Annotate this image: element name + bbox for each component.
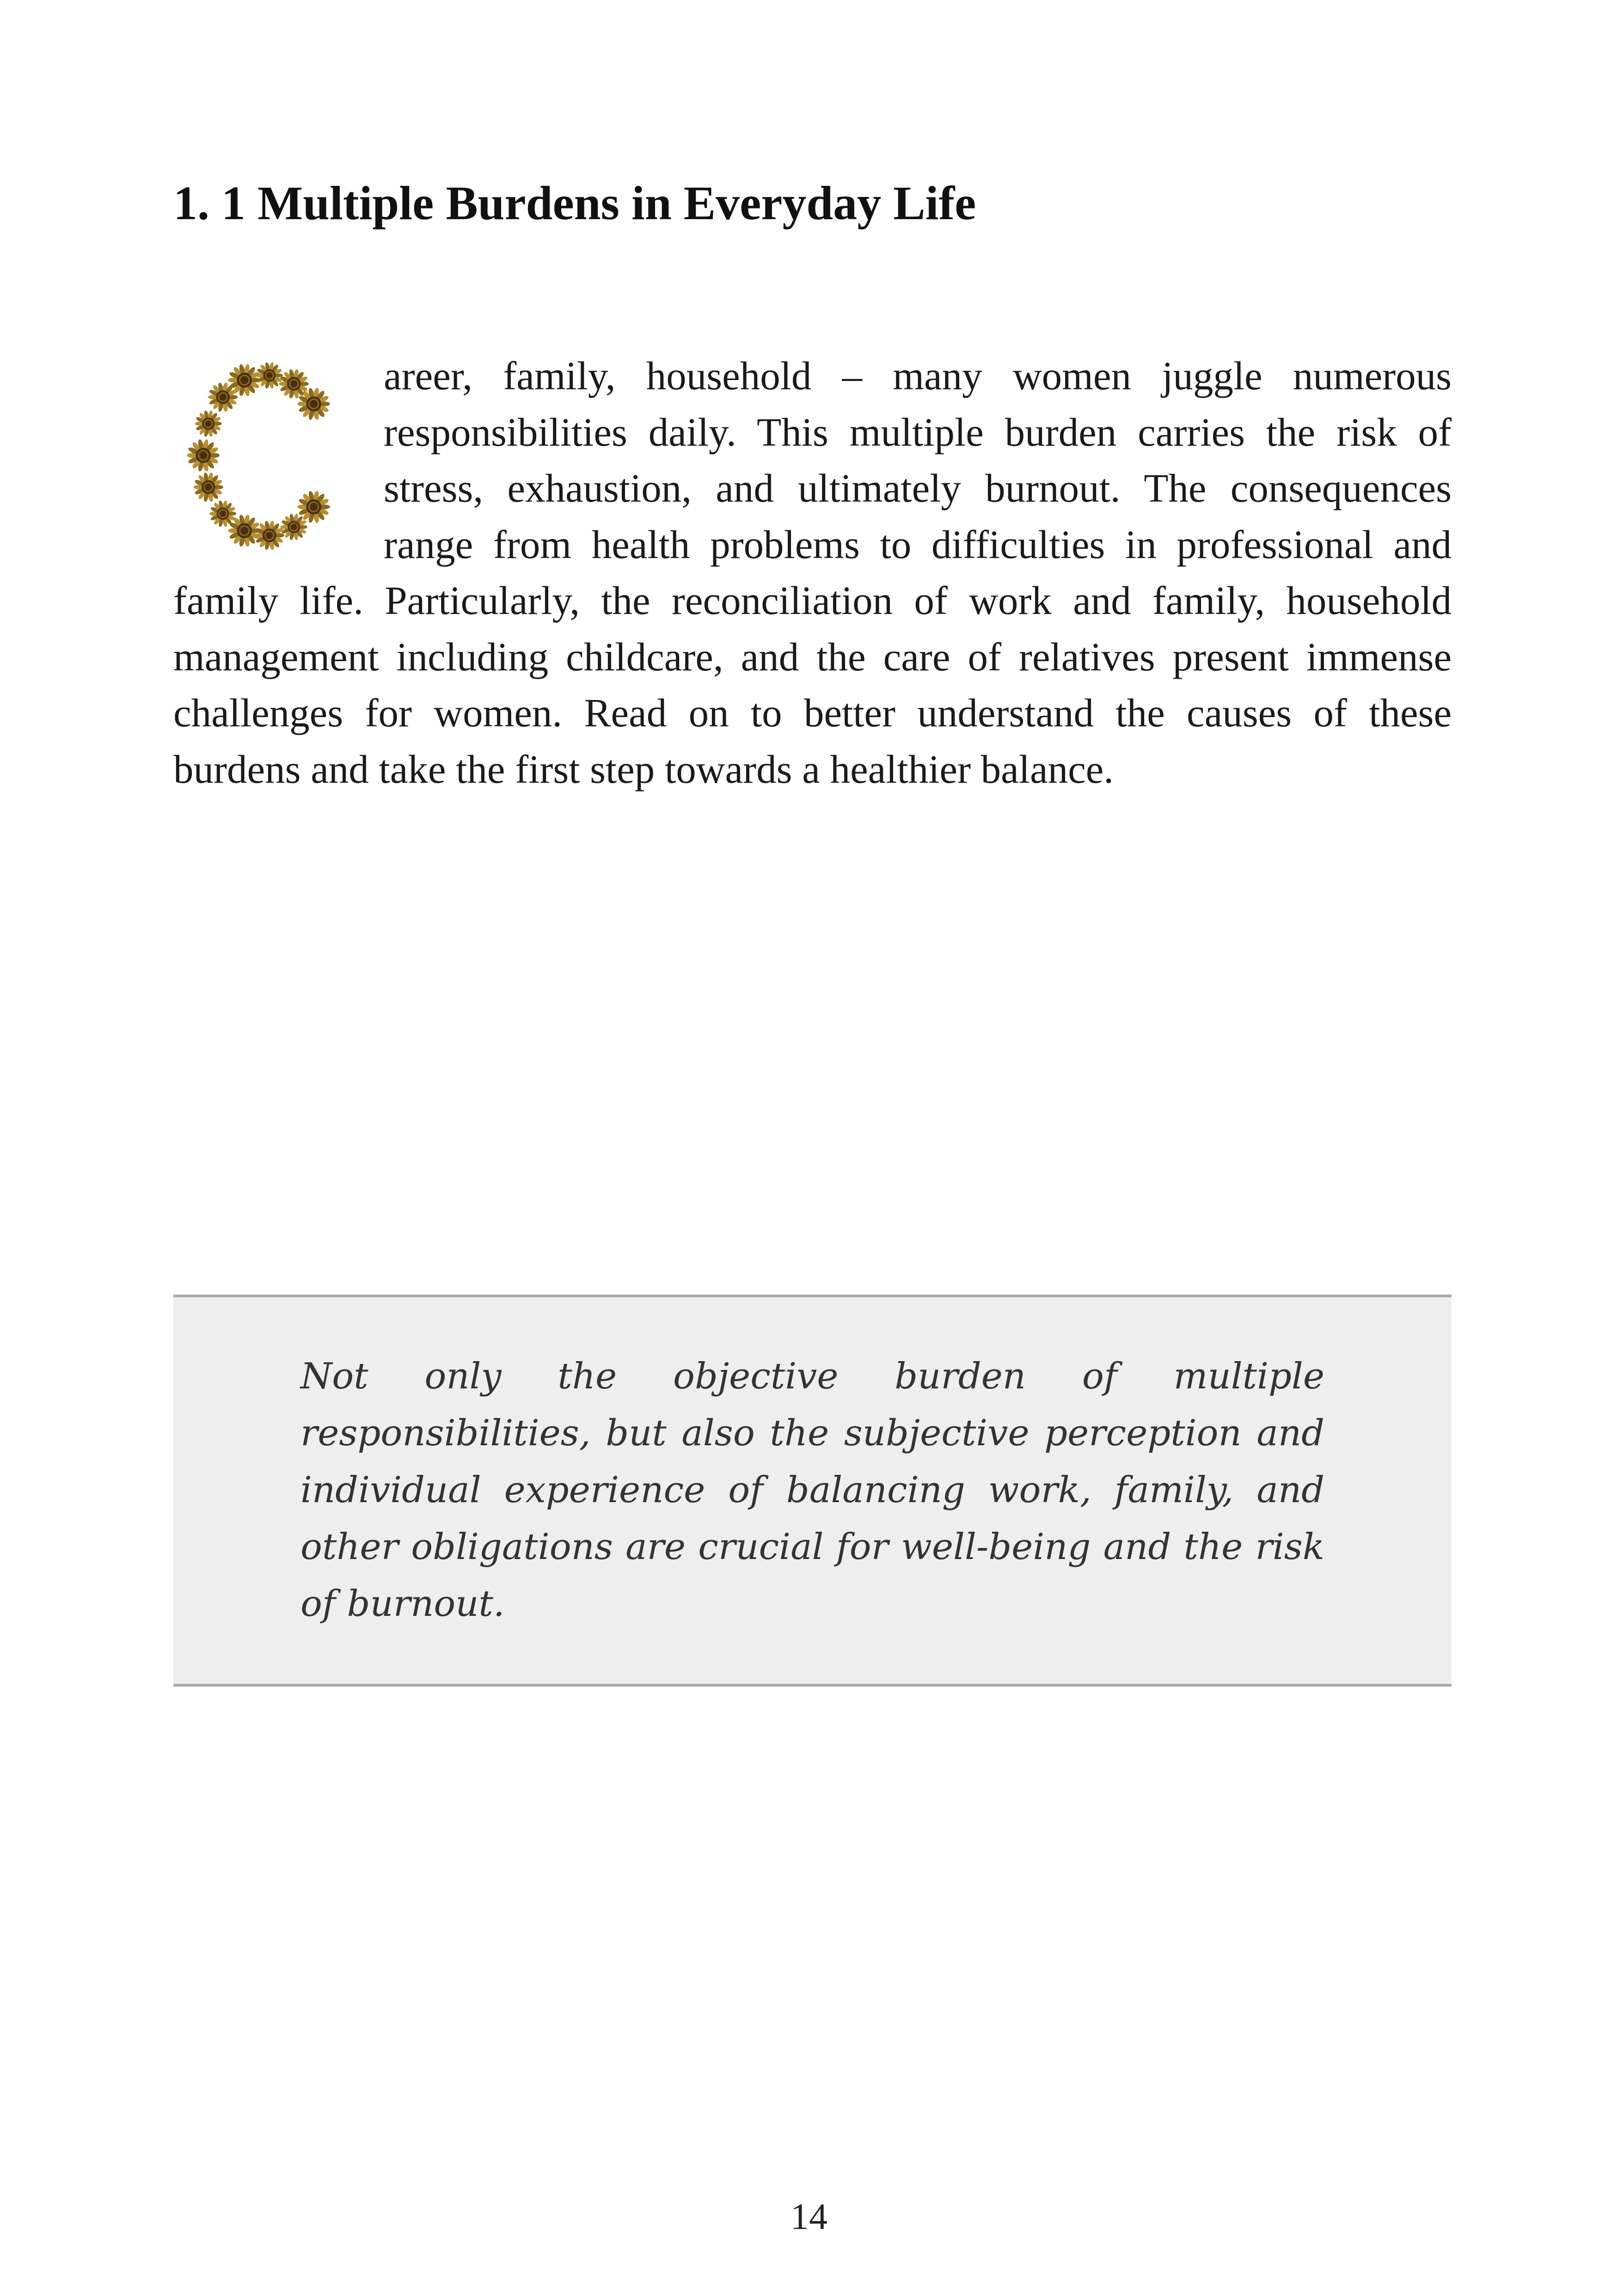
callout-box	[173, 1295, 1452, 1687]
sunflower-icon	[195, 410, 222, 437]
intro-paragraph	[173, 348, 1452, 797]
sunflower-icon	[187, 439, 220, 472]
drop-cap-sunflower-c-icon	[173, 351, 351, 569]
intro-paragraph-text: areer, family, household – many women juggle numerous responsibilities daily. This multiple burden carries the risk of stress, exhaustion, and ultimately burnout. The consequences range from health problems to difficulties in professional and family life. Particularly, the reconciliation of work and family, household management including childcare, and the care of relatives present immense challenges for women. Read on to better understand the causes of these burdens and take the first step towards a healthier balance.	[173, 353, 1452, 792]
callout-quote: Not only the objective burden of multiple responsibilities, but also the subjective perception and individual experience of balancing work, family, and other obligations are crucial for well-being and the risk of burnout.	[300, 1356, 1324, 1625]
sunflower-icon	[256, 362, 283, 389]
page-number: 14	[791, 2197, 827, 2237]
section-heading: 1. 1 Multiple Burdens in Everyday Life	[173, 177, 976, 230]
sunflower-icon	[194, 472, 223, 502]
